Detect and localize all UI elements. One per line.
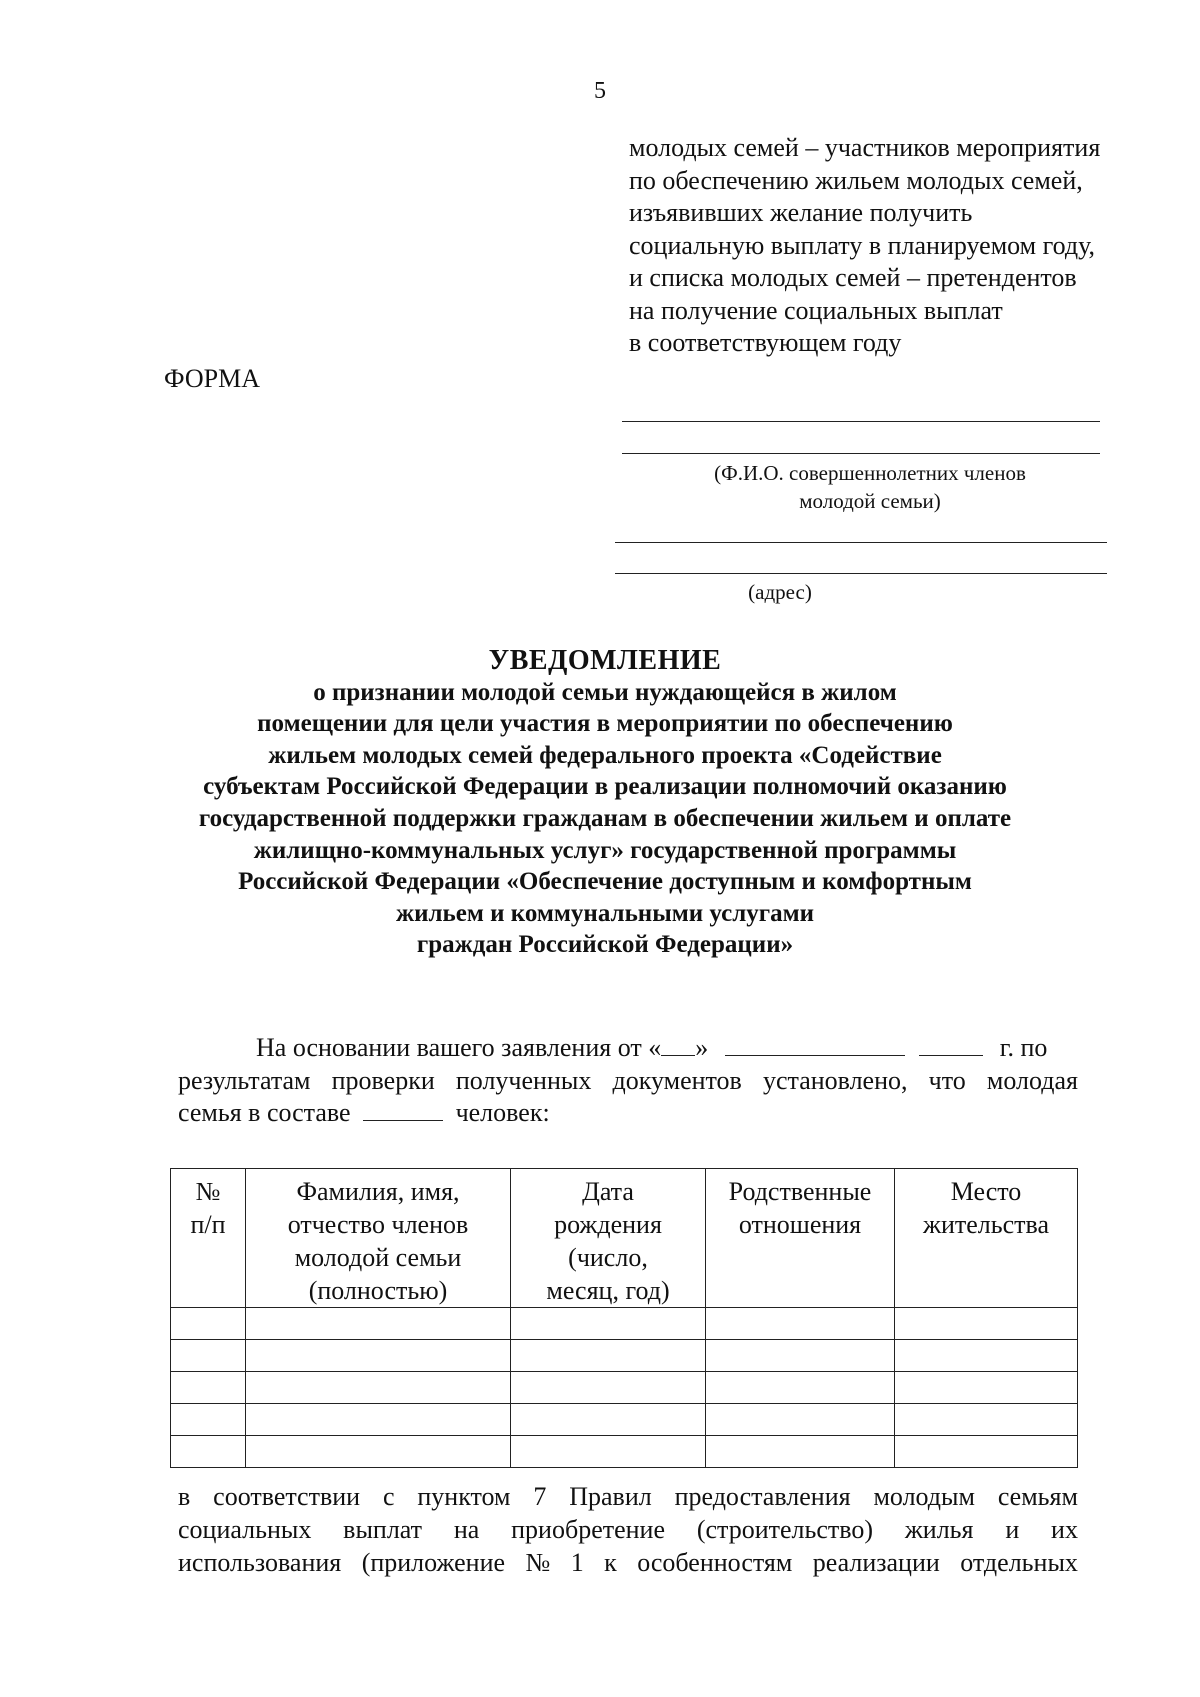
header-cell-line: (полностью) (308, 1276, 448, 1305)
after-word: жилья (904, 1515, 974, 1544)
header-cell-line: отчество членов (287, 1210, 469, 1239)
paragraph-text: На основании вашего заявления от « (256, 1033, 662, 1062)
after-word: и (1005, 1515, 1020, 1544)
after-word: приобретение (511, 1515, 666, 1544)
after-word: особенностям (637, 1548, 793, 1577)
table-cell[interactable] (706, 1436, 895, 1468)
col-header-relation (706, 1169, 895, 1308)
after-word: социальных (178, 1515, 312, 1544)
fio-caption-line1: (Ф.И.О. совершеннолетних членов (714, 461, 1026, 485)
col-header-birthdate (511, 1169, 706, 1308)
after-word: к (604, 1548, 617, 1577)
table-cell[interactable] (895, 1372, 1078, 1404)
body-paragraph (178, 1032, 1078, 1130)
after-word: (приложение (361, 1548, 506, 1577)
table-cell[interactable] (895, 1340, 1078, 1372)
paragraph-line-3 (178, 1097, 1078, 1130)
after-word: (строительство) (696, 1515, 874, 1544)
day-blank (661, 1033, 695, 1056)
paragraph-word: установлено, (762, 1065, 908, 1095)
title-line: жильем молодых семей федерального проекта «Содействие (268, 741, 942, 769)
address-line-1 (615, 542, 1107, 543)
after-word: № (525, 1548, 551, 1577)
after-line-1 (178, 1480, 1078, 1513)
table-cell[interactable] (511, 1340, 706, 1372)
header-cell-line: Дата (582, 1177, 634, 1206)
header-line: по обеспечению жильем молодых семей, (629, 165, 1083, 195)
title-line: о признании молодой семьи нуждающейся в жилом (313, 678, 897, 706)
after-word: с (382, 1482, 395, 1511)
title-line: жилищно-коммунальных услуг» государственной программы (253, 836, 957, 864)
table-cell[interactable] (706, 1340, 895, 1372)
table-cell[interactable] (246, 1404, 511, 1436)
after-word: соответствии (213, 1482, 361, 1511)
header-line: социальную выплату в планируемом году, (629, 230, 1096, 260)
address-line-2 (615, 573, 1107, 574)
title-line: граждан Российской Федерации» (416, 931, 794, 959)
after-word: Правил (569, 1482, 652, 1511)
after-word: предоставления (674, 1482, 851, 1511)
table-cell[interactable] (246, 1340, 511, 1372)
col-header-residence (895, 1169, 1078, 1308)
table-cell[interactable] (895, 1404, 1078, 1436)
paragraph-word: проверки (331, 1065, 435, 1095)
header-cell-line: Место (950, 1177, 1022, 1206)
fio-caption-line2: молодой семьи) (799, 489, 941, 513)
table-cell[interactable] (171, 1372, 246, 1404)
header-line: изъявивших желание получить (629, 198, 973, 227)
header-cell-line: молодой семьи (294, 1243, 462, 1272)
month-blank (725, 1033, 905, 1056)
members-count-blank (363, 1098, 443, 1121)
page-number: 5 (594, 78, 606, 104)
title-line: субъектам Российской Федерации в реализации полномочий оказанию (203, 773, 1007, 801)
paragraph-word: полученных (455, 1065, 592, 1095)
table-cell[interactable] (511, 1404, 706, 1436)
header-cell-line: месяц, год) (546, 1276, 670, 1305)
table-row (171, 1340, 1078, 1372)
after-word: использования (178, 1548, 342, 1577)
header-cell-line: (число, (568, 1243, 648, 1272)
table-row (171, 1404, 1078, 1436)
table-cell[interactable] (246, 1372, 511, 1404)
after-word: их (1051, 1515, 1078, 1544)
header-addressee-block (629, 132, 1100, 360)
header-cell-line: Фамилия, имя, (296, 1177, 460, 1206)
table-header-row (171, 1169, 1078, 1308)
col-header-number (171, 1169, 246, 1308)
table-cell[interactable] (511, 1308, 706, 1340)
header-cell-line: жительства (923, 1210, 1049, 1239)
header-line: на получение социальных выплат (629, 295, 1003, 325)
after-word: пунктом (417, 1482, 511, 1511)
paragraph-text: г. по (999, 1033, 1048, 1062)
paragraph-text: » (695, 1033, 709, 1062)
table-row (171, 1372, 1078, 1404)
after-word: 7 (533, 1482, 547, 1511)
header-cell-line: отношения (738, 1210, 862, 1239)
table-cell[interactable] (246, 1436, 511, 1468)
header-line: и списка молодых семей – претендентов (629, 263, 1077, 292)
fio-line-2 (622, 453, 1100, 454)
header-cell-line: № (195, 1177, 221, 1206)
paragraph-text: семья в составе (178, 1098, 351, 1127)
document-title (150, 645, 1060, 961)
after-word: реализации (812, 1548, 940, 1577)
after-word: выплат (343, 1515, 423, 1544)
paragraph-word: результатам (178, 1065, 311, 1095)
after-word: молодым (873, 1482, 975, 1511)
after-table-paragraph (178, 1480, 1078, 1579)
after-word: на (453, 1515, 480, 1544)
table-cell[interactable] (895, 1308, 1078, 1340)
paragraph-text: человек: (455, 1098, 550, 1127)
table-row (171, 1436, 1078, 1468)
table-cell[interactable] (171, 1308, 246, 1340)
title-line: жильем и коммунальными услугами (395, 899, 815, 927)
after-line-2 (178, 1513, 1078, 1546)
header-cell-line: Родственные (728, 1177, 872, 1206)
table-cell[interactable] (511, 1372, 706, 1404)
table-row (171, 1308, 1078, 1340)
after-word: в (178, 1482, 191, 1511)
table-cell[interactable] (895, 1436, 1078, 1468)
table-cell[interactable] (706, 1372, 895, 1404)
family-members-table (170, 1168, 1078, 1468)
table-cell[interactable] (246, 1308, 511, 1340)
year-blank (919, 1033, 983, 1056)
paragraph-word: молодая (986, 1065, 1078, 1095)
header-line: в соответствующем году (629, 328, 902, 357)
fio-line-1 (622, 421, 1100, 422)
header-cell-line: рождения (554, 1210, 662, 1239)
table-cell[interactable] (511, 1436, 706, 1468)
paragraph-word: что (928, 1065, 966, 1095)
table-cell[interactable] (706, 1404, 895, 1436)
title-heading: УВЕДОМЛЕНИЕ (488, 645, 722, 676)
table-cell[interactable] (171, 1340, 246, 1372)
paragraph-word: документов (612, 1065, 742, 1095)
table-cell[interactable] (171, 1404, 246, 1436)
paragraph-line-1 (178, 1032, 1078, 1065)
col-header-name (246, 1169, 511, 1308)
title-line: Российской Федерации «Обеспечение доступным и комфортным (238, 868, 972, 896)
title-line: государственной поддержки гражданам в обеспечении жильем и оплате (198, 804, 1012, 832)
after-line-3 (178, 1546, 1078, 1579)
header-cell-line: п/п (190, 1210, 226, 1239)
address-caption: (адрес) (748, 580, 812, 604)
header-line: молодых семей – участников мероприятия (629, 133, 1101, 162)
after-word: отдельных (960, 1548, 1078, 1577)
after-word: семьям (997, 1482, 1078, 1511)
title-line: помещении для цели участия в мероприятии по обеспечению (257, 710, 953, 738)
table-cell[interactable] (706, 1308, 895, 1340)
paragraph-line-2 (178, 1065, 1078, 1098)
table-cell[interactable] (171, 1436, 246, 1468)
fio-caption (640, 459, 1100, 515)
after-word: 1 (570, 1548, 584, 1577)
forma-label: ФОРМА (164, 364, 260, 393)
